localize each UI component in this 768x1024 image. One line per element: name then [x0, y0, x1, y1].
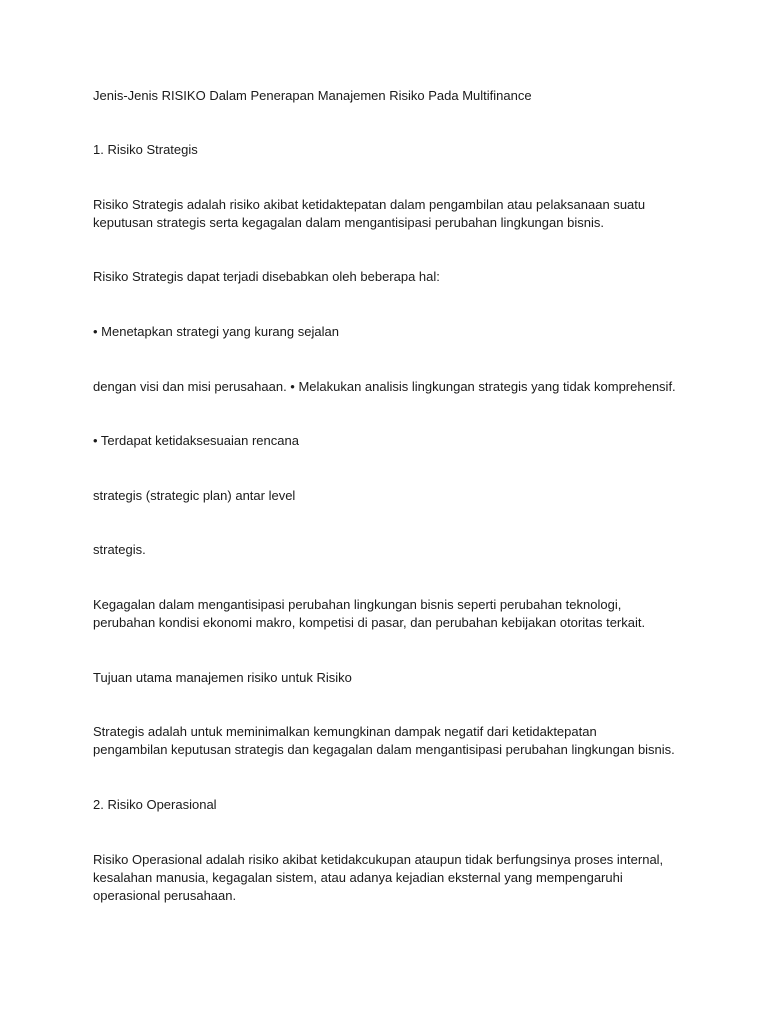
- heading-text: 1. Risiko Strategis: [93, 142, 198, 157]
- paragraph-strategic-plan: [93, 487, 693, 505]
- paragraph-main-goal: [93, 669, 693, 687]
- heading-text: 2. Risiko Operasional: [93, 797, 217, 812]
- paragraph-causes-intro: [93, 268, 693, 286]
- paragraph-line: strategis.: [93, 542, 146, 557]
- paragraph-line: kesalahan manusia, kegagalan sistem, atau adanya kejadian eksternal yang mempengaruhi: [93, 870, 623, 885]
- bullet-text: • Terdapat ketidaksesuaian rencana: [93, 433, 299, 448]
- paragraph-line: pengambilan keputusan strategis dan kegagalan dalam mengantisipasi perubahan lingkungan bisnis.: [93, 742, 675, 757]
- section-heading-operational-risk: [93, 796, 693, 814]
- paragraph-vision-mission: [93, 378, 693, 396]
- bullet-item-plan-mismatch: [93, 432, 693, 450]
- paragraph-line: perubahan kondisi ekonomi makro, kompetisi di pasar, dan perubahan kebijakan otoritas terkait.: [93, 615, 646, 630]
- paragraph-goal-detail: [93, 723, 693, 759]
- paragraph-strategis: [93, 541, 693, 559]
- paragraph-line: operasional perusahaan.: [93, 888, 237, 903]
- bullet-item-strategy: [93, 323, 693, 341]
- paragraph-operational-risk-definition: [93, 851, 693, 905]
- bullet-text: • Menetapkan strategi yang kurang sejalan: [93, 324, 339, 339]
- paragraph-line: Tujuan utama manajemen risiko untuk Risiko: [93, 670, 352, 685]
- section-heading-strategic-risk: [93, 141, 693, 159]
- paragraph-line: Risiko Strategis dapat terjadi disebabkan oleh beberapa hal:: [93, 269, 440, 284]
- document-title: [93, 87, 693, 105]
- paragraph-line: dengan visi dan misi perusahaan. • Melakukan analisis lingkungan strategis yang tidak komprehensif.: [93, 379, 676, 394]
- paragraph-line: Strategis adalah untuk meminimalkan kemungkinan dampak negatif dari ketidaktepatan: [93, 724, 597, 739]
- paragraph-line: strategis (strategic plan) antar level: [93, 488, 296, 503]
- title-text: Jenis-Jenis RISIKO Dalam Penerapan Manajemen Risiko Pada Multifinance: [93, 88, 532, 103]
- paragraph-strategic-risk-definition: [93, 196, 693, 232]
- paragraph-failure-anticipation: [93, 596, 693, 632]
- paragraph-line: Risiko Strategis adalah risiko akibat ketidaktepatan dalam pengambilan atau pelaksanaan suatu: [93, 197, 646, 212]
- paragraph-line: Risiko Operasional adalah risiko akibat ketidakcukupan ataupun tidak berfungsinya proses internal,: [93, 852, 664, 867]
- paragraph-line: Kegagalan dalam mengantisipasi perubahan lingkungan bisnis seperti perubahan teknologi,: [93, 597, 622, 612]
- paragraph-line: keputusan strategis serta kegagalan dalam mengantisipasi perubahan lingkungan bisnis.: [93, 215, 604, 230]
